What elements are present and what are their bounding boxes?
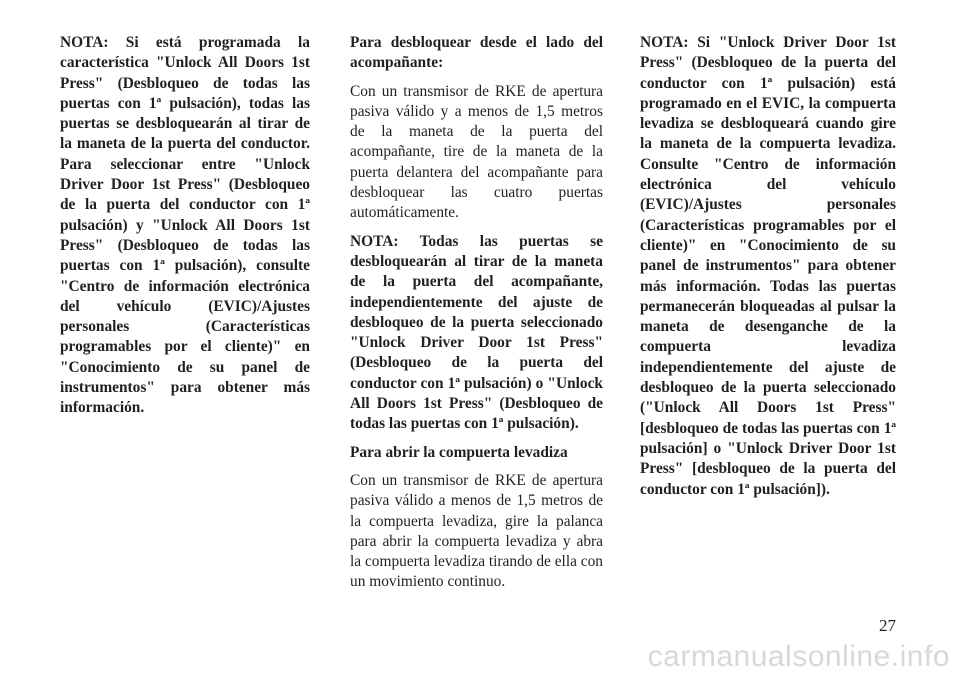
liftgate-body: Con un transmisor de RKE de apertura pasiva válido a menos de 1,5 metros de la compuerta levadiza, gire la palanca para abrir la compuerta levadiza y abra la compuerta levadiza tirando de ella con un movimiento continuo. xyxy=(350,471,603,591)
page-number: 27 xyxy=(879,616,896,635)
liftgate-heading: Para abrir la compuerta levadiza xyxy=(350,443,568,461)
note-unlock-all-doors: NOTA: Si está programada la característica "Unlock All Doors 1st Press" (Desbloqueo de todas las puertas con 1ª pulsación), todas las puertas se desbloquearán al tirar de la maneta de la puerta del conductor. Para seleccionar entre "Unlock Driver Door 1st Press" (Desbloqueo de la puerta del conductor con 1ª pulsación) y "Unlock All Doors 1st Press" (Desbloqueo de todas las puertas con 1ª pulsación), consulte "Centro de información electrónica del vehículo (EVIC)/Ajustes personales (Características programables por el cliente)" en "Conocimiento de su panel de instrumentos" para obtener más información. xyxy=(60,34,310,417)
passenger-unlock-heading: Para desbloquear desde el lado del acompañante: xyxy=(350,34,603,72)
note-passenger-unlock: NOTA: Todas las puertas se desbloquearán al tirar de la maneta de la puerta del acompañante, independientemente del ajuste de desbloqueo de la puerta seleccionado "Unlock Driver Door 1st Press" (Desbloqueo de la puerta del conductor con 1ª pulsación) o "Unlock All Doors 1st Press" (Desbloqueo de todas las puertas con 1ª pulsación). xyxy=(350,232,603,433)
middle-column xyxy=(350,33,603,601)
passenger-unlock-body: Con un transmisor de RKE de apertura pasiva válido y a menos de 1,5 metros de la maneta de la puerta del acompañante, tire de la maneta de la puerta delantera del acompañante para desbloquear las cuatro puertas automáticamente. xyxy=(350,82,603,222)
note-liftgate-unlock: NOTA: Si "Unlock Driver Door 1st Press" (Desbloqueo de la puerta del conductor con 1ª pulsación) está programado en el EVIC, la compuerta levadiza se desbloqueará cuando gire la maneta de la compuerta levadiza. Consulte "Centro de información electrónica del vehículo (EVIC)/Ajustes personales (Características programables por el cliente)" en "Conocimiento de su panel de instrumentos" para obtener más información. Todas las puertas permanecerán bloqueadas al pulsar la maneta de desenganche de la compuerta levadiza independientemente del ajuste de desbloqueo de la puerta seleccionado ("Unlock All Doors 1st Press" [desbloqueo de todas las puertas con 1ª pulsación] o "Unlock Driver Door 1st Press" [desbloqueo de la puerta del conductor con 1ª pulsación]). xyxy=(640,34,896,498)
left-column xyxy=(60,33,310,427)
watermark: carmanualsonline.info xyxy=(647,640,950,673)
right-column xyxy=(640,33,896,508)
